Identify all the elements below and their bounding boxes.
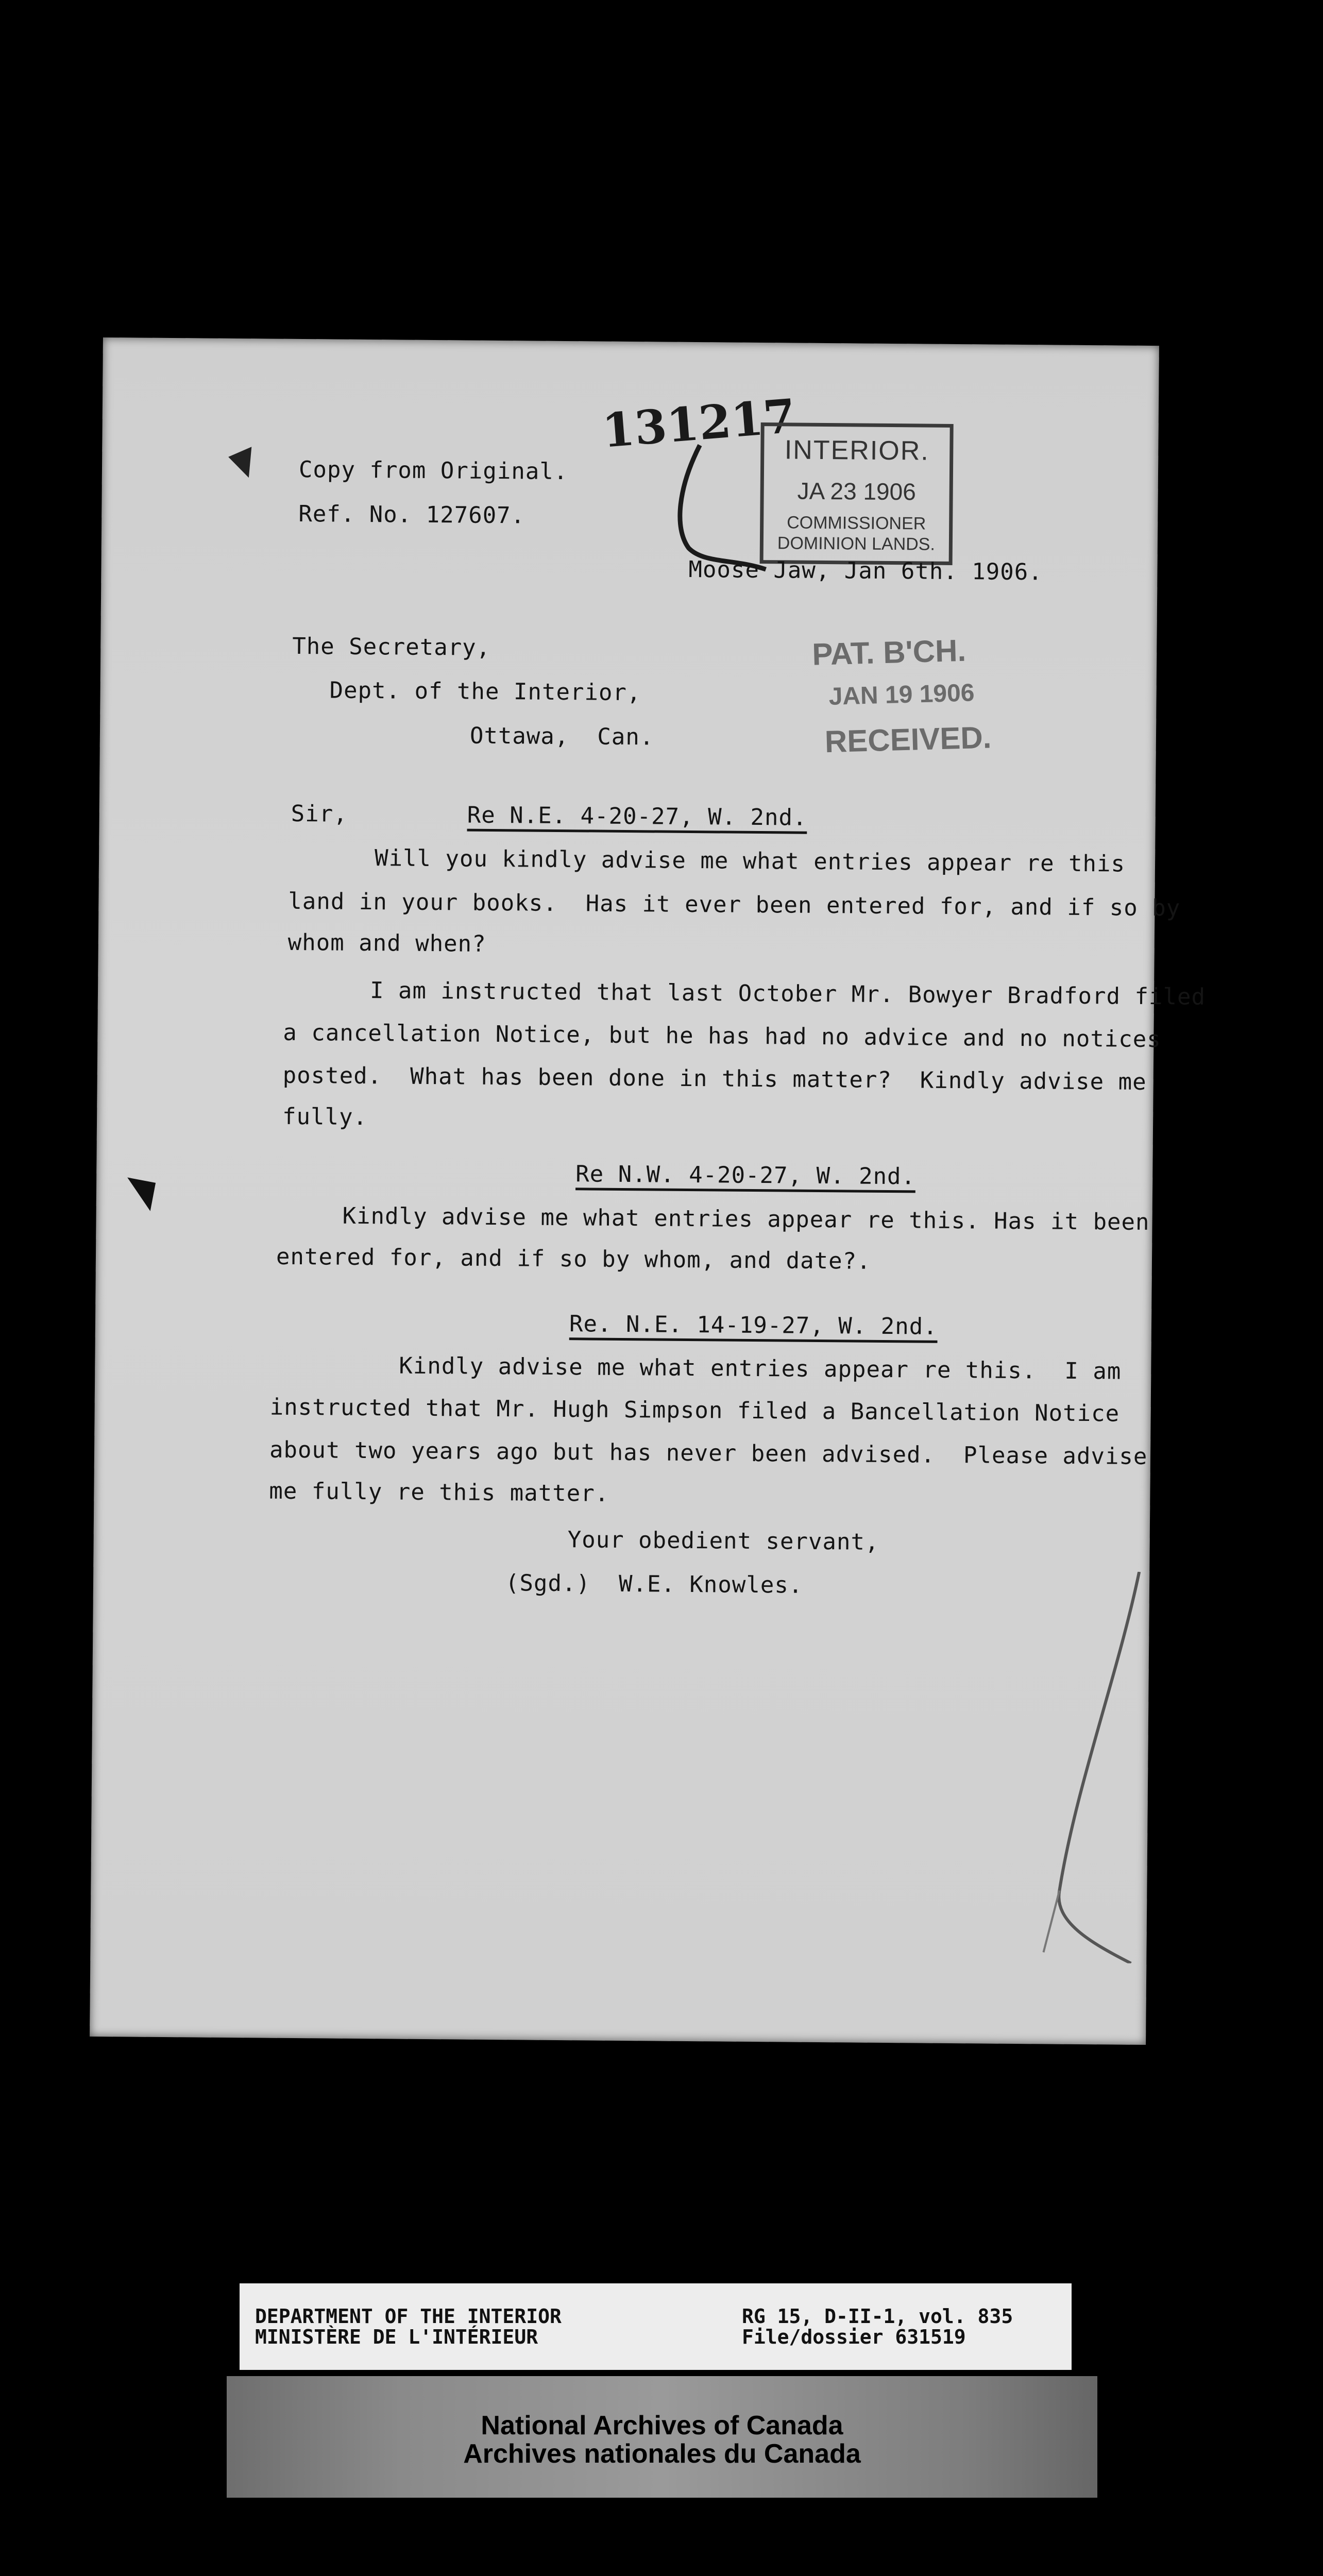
stamp-title: INTERIOR.	[784, 435, 929, 466]
department-english: DEPARTMENT OF THE INTERIOR	[255, 2305, 562, 2328]
body-line: land in your books. Has it ever been entered for, and if so by	[288, 888, 1181, 922]
address-line-1: The Secretary,	[292, 633, 491, 661]
archives-french: Archives nationales du Canada	[463, 2439, 861, 2469]
page-corner-mark-icon	[127, 1172, 159, 1213]
section-1-heading: Re N.E. 4-20-27, W. 2nd.	[467, 802, 807, 831]
section-3-heading: Re. N.E. 14-19-27, W. 2nd.	[569, 1311, 938, 1340]
body-line: whom and when?	[287, 929, 486, 957]
stamp-date: JA 23 1906	[797, 477, 916, 505]
pencil-mark-icon	[223, 442, 255, 483]
reference-number: Ref. No. 127607.	[298, 500, 525, 529]
handwritten-file-number: 131217	[600, 388, 798, 459]
body-line: posted. What has been done in this matter? Kindly advise me	[282, 1062, 1147, 1095]
closing: Your obedient servant,	[567, 1527, 879, 1555]
archives-english: National Archives of Canada	[481, 2411, 843, 2441]
address-line-3: Ottawa, Can.	[469, 722, 654, 751]
interior-received-stamp	[760, 422, 954, 565]
stamp-line2: DOMINION LANDS.	[777, 533, 936, 554]
body-line: I am instructed that last October Mr. Bowyer Bradford filed	[369, 977, 1206, 1010]
stamp-line1: COMMISSIONER	[787, 513, 926, 534]
archive-reference-label	[240, 2283, 1072, 2370]
salutation: Sir,	[291, 800, 348, 827]
record-group-reference: RG 15, D-II-1, vol. 835	[742, 2305, 1013, 2328]
body-line: me fully re this matter.	[269, 1478, 609, 1507]
body-line: instructed that Mr. Hugh Simpson filed a Bancellation Notice	[269, 1394, 1120, 1427]
national-archives-banner	[227, 2376, 1097, 2498]
section-2-heading: Re N.W. 4-20-27, W. 2nd.	[575, 1161, 916, 1190]
body-line: entered for, and if so by whom, and date?.	[276, 1243, 871, 1275]
place-and-date: Moose Jaw, Jan 6th. 1906.	[688, 556, 1043, 586]
document-page	[90, 337, 1206, 2045]
body-line: Will you kindly advise me what entries appear re this	[374, 845, 1126, 877]
stamp-date: JAN 19 1906	[828, 679, 975, 710]
body-line: fully.	[282, 1103, 368, 1131]
stamp-title: PAT. B'CH.	[811, 633, 966, 672]
department-french: MINISTÈRE DE L'INTÉRIEUR	[255, 2326, 538, 2348]
stamp-status: RECEIVED.	[824, 720, 992, 759]
body-line: Kindly advise me what entries appear re this. Has it been	[342, 1202, 1150, 1236]
body-line: a cancellation Notice, but he has had no advice and no notices	[283, 1019, 1161, 1053]
handwritten-flourish-icon	[668, 440, 772, 575]
signature: (Sgd.) W.E. Knowles.	[505, 1570, 803, 1599]
file-dossier-number: File/dossier 631519	[742, 2326, 966, 2348]
address-line-2: Dept. of the Interior,	[329, 677, 641, 706]
paper-tear-icon	[1028, 1571, 1149, 1963]
body-line: about two years ago but has never been advised. Please advise	[269, 1436, 1148, 1470]
body-line: Kindly advise me what entries appear re this. I am	[399, 1352, 1122, 1385]
copy-from-original: Copy from Original.	[298, 456, 568, 485]
